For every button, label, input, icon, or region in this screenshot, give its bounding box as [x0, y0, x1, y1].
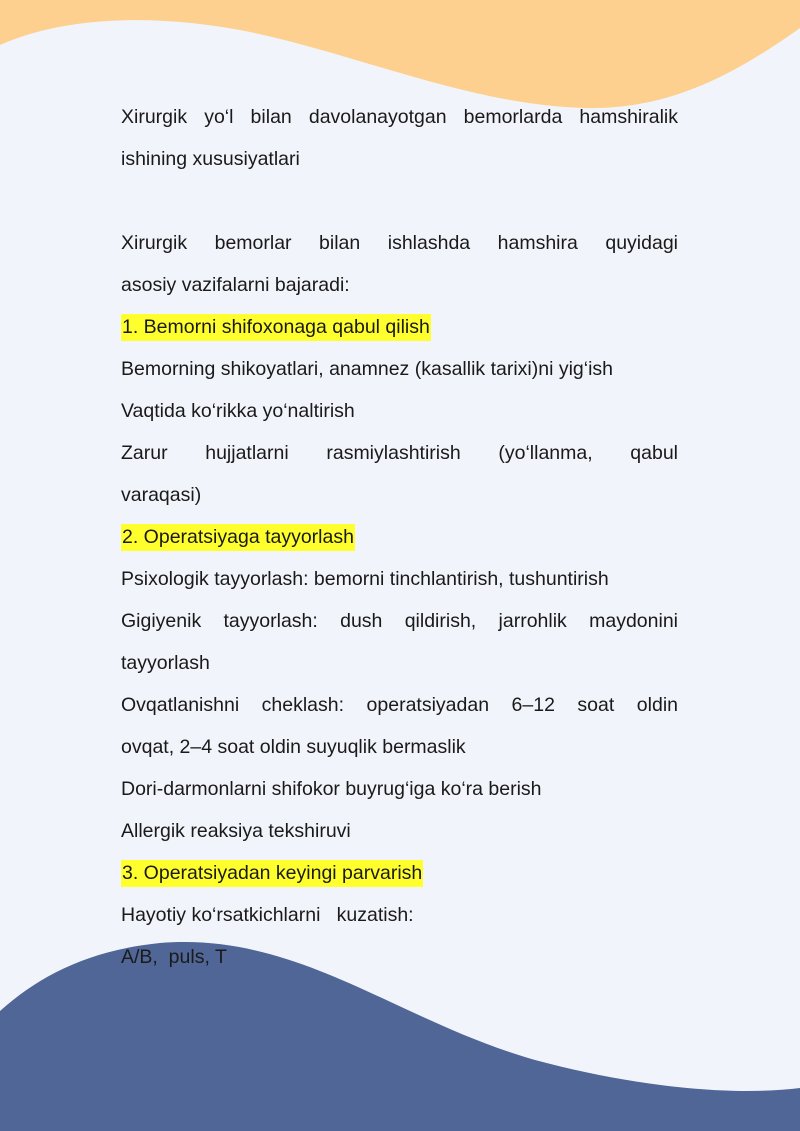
intro-line-1: Xirurgik bemorlar bilan ishlashda hamshira quyidagi — [121, 232, 678, 254]
section-1-heading: 1. Bemorni shifoxonaga qabul qilish — [121, 314, 431, 341]
document-title-line-2: ishining xususiyatlari — [121, 148, 300, 170]
document-title-line-1: Xirurgik yo‘l bilan davolanayotgan bemorlarda hamshiralik — [121, 106, 678, 128]
section-3-item-1: Hayotiy ko‘rsatkichlarni kuzatish: — [121, 904, 414, 926]
section-1-item-2: Vaqtida ko‘rikka yo‘naltirish — [121, 400, 355, 422]
section-2-item-1: Psixologik tayyorlash: bemorni tinchlantirish, tushuntirish — [121, 568, 609, 590]
section-1-item-3-line-1: Zarur hujjatlarni rasmiylashtirish (yo‘llanma, qabul — [121, 442, 678, 464]
section-2-item-4: Dori-darmonlarni shifokor buyrug‘iga ko‘ra berish — [121, 778, 542, 800]
section-3-heading-line — [121, 852, 678, 894]
document-body — [121, 96, 678, 978]
top-wave-shape — [0, 0, 800, 108]
section-2-heading-line — [121, 516, 678, 558]
intro-line-2: asosiy vazifalarni bajaradi: — [121, 274, 350, 296]
section-2-item-2-line-1: Gigiyenik tayyorlash: dush qildirish, jarrohlik maydonini — [121, 610, 678, 632]
section-2-heading: 2. Operatsiyaga tayyorlash — [121, 524, 355, 551]
section-2-item-5: Allergik reaksiya tekshiruvi — [121, 820, 351, 842]
section-1-item-1: Bemorning shikoyatlari, anamnez (kasallik tarixi)ni yig‘ish — [121, 358, 614, 380]
paragraph-spacer — [121, 180, 678, 222]
section-2-item-2-line-2: tayyorlash — [121, 652, 210, 674]
section-1-heading-line — [121, 306, 678, 348]
section-3-heading: 3. Operatsiyadan keyingi parvarish — [121, 860, 423, 887]
section-1-item-3-line-2: varaqasi) — [121, 484, 202, 506]
section-2-item-3-line-2: ovqat, 2–4 soat oldin suyuqlik bermaslik — [121, 736, 466, 758]
section-2-item-3-line-1: Ovqatlanishni cheklash: operatsiyadan 6–12 soat oldin — [121, 694, 678, 716]
section-3-item-2: A/B, puls, T — [121, 946, 227, 968]
